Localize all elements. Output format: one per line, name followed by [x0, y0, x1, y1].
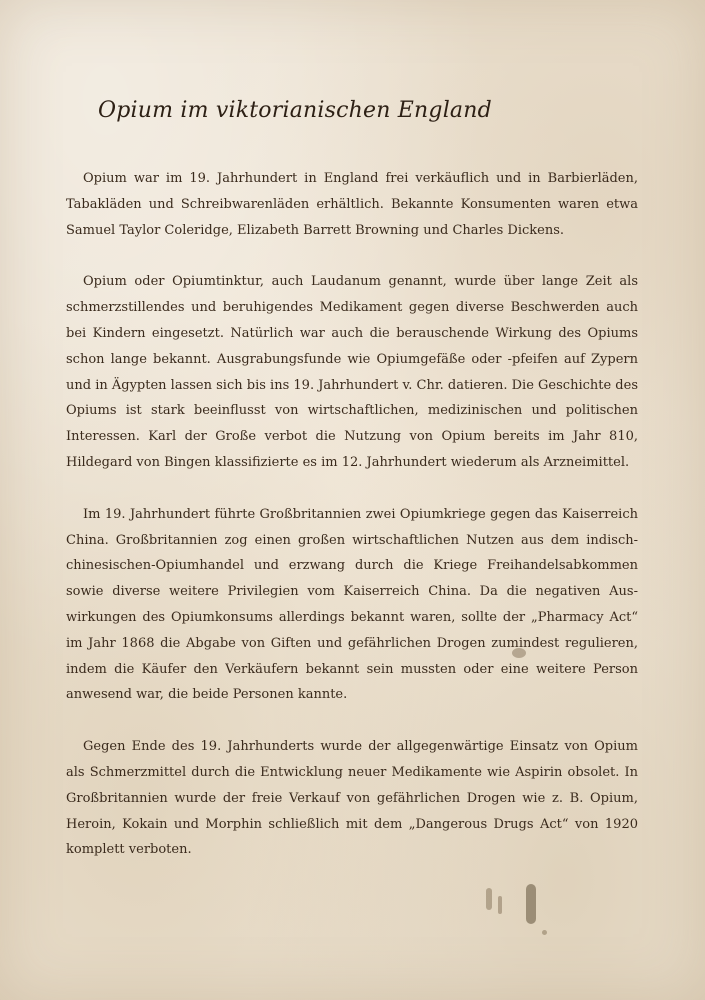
paragraph-4: Gegen Ende des 19. Jahrhunderts wurde der allgegenwärtige Einsatz von Opium als Schmerzmittel durch die Entwicklung neuer Medikamente wie Aspirin obsolet. In Großbritannien wurde der freie Verkauf von gefährlichen Drogen wie z. B. Opium, Heroin, Kokain und Morphin schließlich mit dem „Dangerous Drugs Act“ von 1920 komplett verboten.	[66, 739, 638, 858]
paragraph-1: Opium war im 19. Jahrhundert in England frei verkäuflich und in Barbierläden, Tabakläden und Schreibwarenläden erhältlich. Bekannte Konsumenten waren etwa Samuel Taylor Coleridge, Elizabeth Barrett Browning und Charles Dickens.	[66, 171, 638, 238]
paragraph-2: Opium oder Opiumtinktur, auch Laudanum genannt, wurde über lange Zeit als schmerzstillendes und beruhigendes Medikament gegen diverse Beschwerden auch bei Kindern eingesetzt. Natürlich war auch die berauschende Wirkung des Opiums schon lange bekannt. Ausgrabungsfunde wie Opiumgefäße oder -pfeifen auf Zypern und in Ägypten lassen sich bis ins 19. Jahrhundert v. Chr. datieren. Die Geschichte des Opiums ist stark beeinflusst von wirtschaftlichen, medizinischen und politischen Interessen. Karl der Große verbot die Nutzung von Opium bereits im Jahr 810, Hildegard von Bingen klassifizierte es im 12. Jahrhundert wiederum als Arzneimittel.	[66, 274, 638, 470]
document-body	[66, 166, 638, 889]
page-title: Opium im viktorianischen England	[98, 98, 492, 123]
ink-stain	[526, 884, 536, 924]
paragraph-3: Im 19. Jahrhundert führte Großbritannien zwei Opiumkriege gegen das Kaiserreich China. Großbritannien zog einen großen wirtschaftlichen Nutzen aus dem indisch-chinesischen-Opiumhandel und erzwang durch die Kriege Freihandelsabkommen sowie diverse weitere Privilegien vom Kaiserreich China. Da die negativen Auswirkungen des Opiumkonsums allerdings bekannt waren, sollte der „Pharmacy Act“ im Jahr 1868 die Abgabe von Giften und gefährlichen Drogen zumindest regulieren, indem die Käufer den Verkäufern bekannt sein mussten oder eine weitere Person anwesend war, die beide Personen kannte.	[66, 506, 638, 703]
ink-stain	[498, 896, 502, 914]
ink-stain	[542, 930, 547, 935]
ink-stain	[486, 888, 492, 910]
